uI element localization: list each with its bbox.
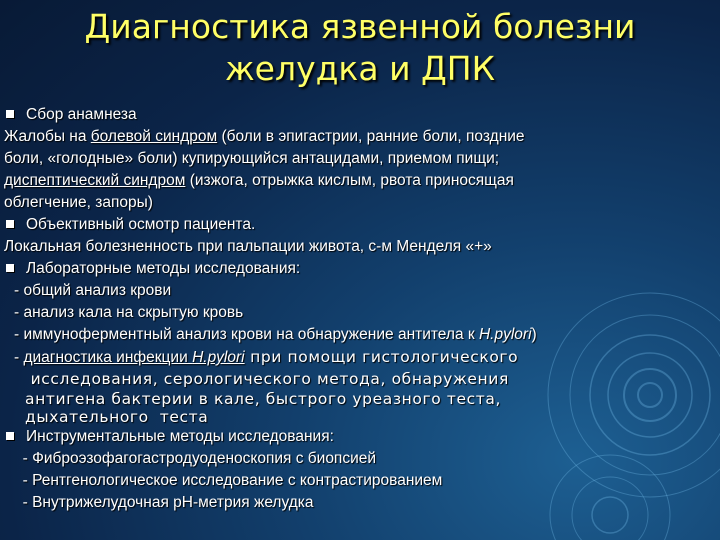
slide-title-line-1: Диагностика язвенной болезни — [84, 7, 636, 46]
sub-item: - общий анализ крови — [14, 282, 172, 299]
bullet-item-instrumental: Инструментальные методы исследования: — [4, 426, 704, 448]
sub-item-continued: исследования, серологического метода, обнаружения — [14, 370, 509, 388]
bullet-item-lab: Лабораторные методы исследования: — [4, 258, 704, 280]
slide-body — [4, 104, 704, 514]
bullet-item-anamnesis: Сбор анамнеза — [4, 104, 704, 126]
text-line: облегчение, запоры) — [4, 194, 153, 211]
square-bullet-icon — [6, 220, 14, 228]
square-bullet-icon — [6, 110, 14, 118]
text-line: Жалобы на болевой синдром (боли в эпигастрии, ранние боли, поздние — [4, 128, 525, 145]
slide-title-line-2: желудка и ДПК — [224, 49, 496, 88]
term-pain-syndrome: болевой синдром — [90, 128, 218, 145]
slide-title — [0, 6, 720, 90]
sub-item: - Рентгенологическое исследование с контрастированием — [14, 472, 443, 489]
text-line: Локальная болезненность при пальпации живота, с-м Менделя «+» — [4, 238, 492, 255]
term-hpylori-diagnostics: диагностика инфекции H.pylori — [23, 349, 245, 366]
term-dyspeptic-syndrome: диспептический синдром — [4, 172, 186, 189]
sub-item-continued: антигена бактерии в кале, быстрого уреазного теста, — [14, 390, 501, 408]
square-bullet-icon — [6, 264, 14, 272]
sub-item: - Внутрижелудочная рН-метрия желудка — [14, 494, 314, 511]
sub-item: - Фиброэзофагогастродуоденоскопия с биопсией — [14, 450, 377, 467]
bullet-item-exam: Объективный осмотр пациента. — [4, 214, 704, 236]
sub-item: - иммуноферментный анализ крови на обнаружение антитела к H.pylori) — [14, 326, 537, 343]
sub-item: - диагностика инфекции H.pylori при помощи гистологического — [14, 348, 519, 366]
text-line: боли, «голодные» боли) купирующийся антацидами, приемом пищи; — [4, 150, 500, 167]
sub-item: - анализ кала на скрытую кровь — [14, 304, 244, 321]
sub-item-continued: дыхательного теста — [14, 408, 209, 426]
text-line: диспептический синдром (изжога, отрыжка кислым, рвота приносящая — [4, 172, 514, 189]
square-bullet-icon — [6, 432, 14, 440]
